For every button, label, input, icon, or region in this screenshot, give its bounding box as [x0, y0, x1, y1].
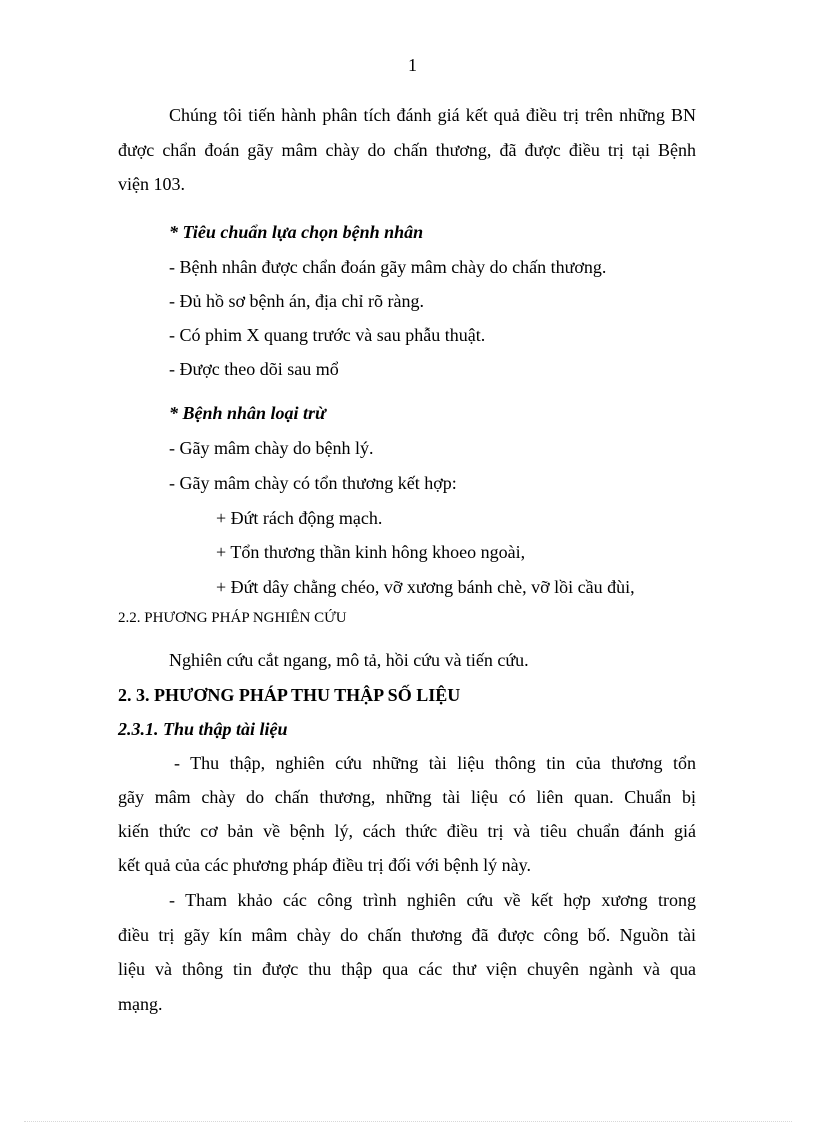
intro-line: Chúng tôi tiến hành phân tích đánh giá kết quả điều trị trên những BN — [169, 105, 696, 125]
paragraph-line: gãy mâm chày do chấn thương, những tài liệu có liên quan. Chuẩn bị — [118, 787, 696, 807]
intro-line: được chẩn đoán gãy mâm chày do chấn thương, đã được điều trị tại Bệnh — [118, 140, 696, 160]
section-text: Nghiên cứu cắt ngang, mô tả, hồi cứu và tiến cứu. — [169, 650, 529, 670]
intro-line: viện 103. — [118, 174, 185, 194]
paragraph-line: - Tham khảo các công trình nghiên cứu về kết hợp xương trong — [169, 890, 696, 910]
list-item: - Gãy mâm chày có tổn thương kết hợp: — [169, 473, 457, 493]
paragraph-line: liệu và thông tin được thu thập qua các thư viện chuyên ngành và qua — [118, 959, 696, 979]
paragraph-line: kết quả của các phương pháp điều trị đối với bệnh lý này. — [118, 855, 532, 875]
list-item: - Bệnh nhân được chẩn đoán gãy mâm chày do chấn thương. — [169, 257, 607, 277]
subsection-heading: 2.3.1. Thu thập tài liệu — [118, 719, 288, 739]
list-item: - Gãy mâm chày do bệnh lý. — [169, 438, 374, 458]
paragraph-line: kiến thức cơ bản về bệnh lý, cách thức điều trị và tiêu chuẩn đánh giá — [118, 821, 696, 841]
paragraph-line: điều trị gãy kín mâm chày do chấn thương đã được công bố. Nguồn tài — [118, 925, 696, 945]
section-heading: 2. 3. PHƯƠNG PHÁP THU THẬP SỐ LIỆU — [118, 685, 461, 705]
section-heading: 2.2. PHƯƠNG PHÁP NGHIÊN CỨU — [118, 610, 347, 626]
page-bottom-divider — [24, 1121, 792, 1122]
paragraph-line: mạng. — [118, 994, 163, 1014]
list-item: - Có phim X quang trước và sau phẫu thuật. — [169, 325, 486, 345]
sub-list-item: + Đứt dây chằng chéo, vỡ xương bánh chè, vỡ lồi cầu đùi, — [216, 577, 635, 597]
selection-heading: * Tiêu chuẩn lựa chọn bệnh nhân — [169, 222, 424, 242]
sub-list-item: + Tổn thương thần kinh hông khoeo ngoài, — [216, 542, 526, 562]
list-item: - Đủ hồ sơ bệnh án, địa chỉ rõ ràng. — [169, 291, 424, 311]
list-item: - Được theo dõi sau mổ — [169, 359, 339, 379]
sub-list-item: + Đứt rách động mạch. — [216, 508, 383, 528]
paragraph-line: - Thu thập, nghiên cứu những tài liệu thông tin của thương tổn — [174, 753, 696, 773]
exclusion-heading: * Bệnh nhân loại trừ — [169, 403, 326, 423]
page-number: 1 — [408, 55, 417, 75]
